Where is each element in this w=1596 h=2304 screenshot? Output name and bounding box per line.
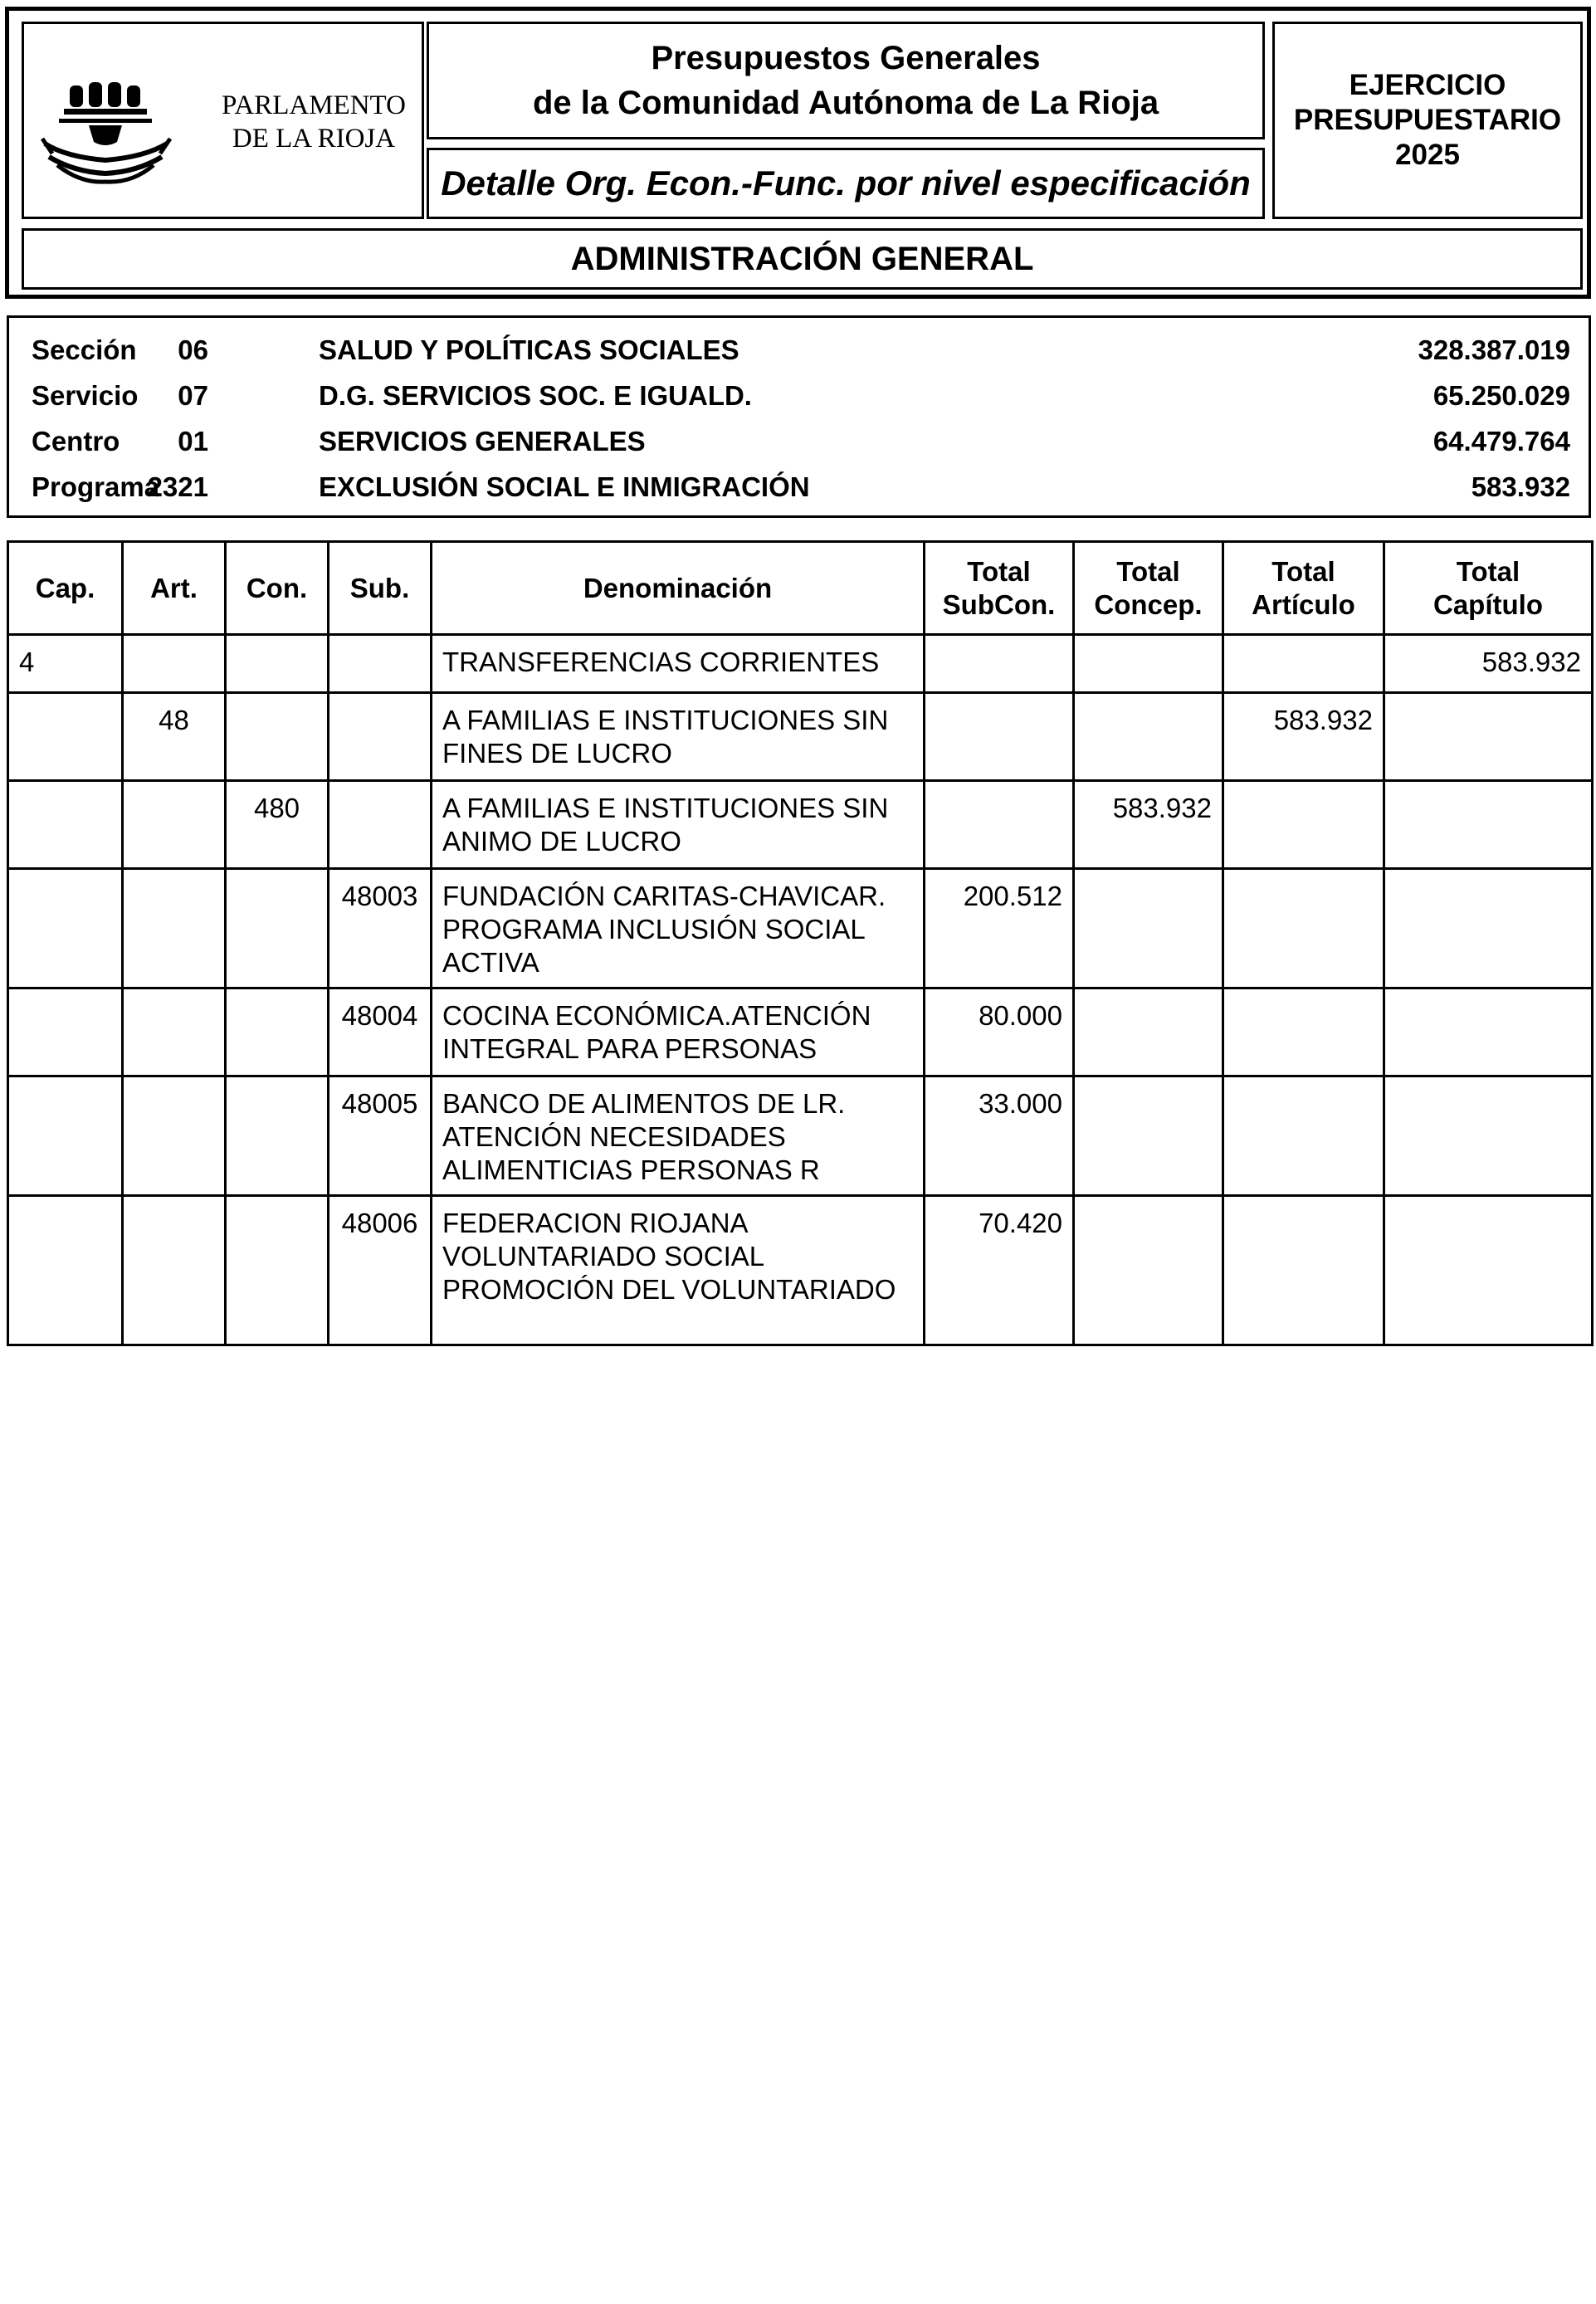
header-line: Total [967, 555, 1031, 587]
cell-total-capitulo [1384, 869, 1593, 988]
cell-total-articulo [1223, 635, 1384, 693]
cell-con: 480 [226, 781, 329, 869]
logo-box [22, 22, 424, 219]
header-line: SubCon. [942, 588, 1056, 620]
info-code: 2321 [147, 471, 208, 502]
info-amount: 583.932 [1471, 471, 1570, 502]
header-line: Total [1116, 555, 1180, 587]
header-line: Total [1271, 555, 1335, 587]
cell-total-articulo [1223, 988, 1384, 1076]
cell-total-subcon [925, 693, 1074, 781]
document-subtitle [427, 148, 1265, 219]
info-row-seccion [9, 326, 1589, 371]
cell-cap [8, 781, 123, 869]
cell-total-subcon: 80.000 [925, 988, 1074, 1076]
info-name: EXCLUSIÓN SOCIAL E INMIGRACIÓN [319, 471, 810, 502]
cell-total-concep [1074, 635, 1223, 693]
info-label: Servicio [32, 380, 139, 411]
cell-total-articulo [1223, 869, 1384, 988]
cell-total-concep [1074, 869, 1223, 988]
cell-sub: 48003 [329, 869, 432, 988]
table-row [8, 1196, 1593, 1345]
info-row-servicio [9, 372, 1589, 417]
budget-table [7, 540, 1594, 1346]
fiscal-year-box [1272, 22, 1583, 219]
cell-total-subcon [925, 781, 1074, 869]
cell-cap [8, 988, 123, 1076]
cell-sub: 48005 [329, 1076, 432, 1196]
table-row [8, 635, 1593, 693]
cell-total-concep: 583.932 [1074, 781, 1223, 869]
cell-total-subcon: 70.420 [925, 1196, 1074, 1345]
cell-total-concep [1074, 988, 1223, 1076]
header-line: Capítulo [1433, 588, 1543, 620]
table-header-row [8, 542, 1593, 635]
cell-total-articulo [1223, 1196, 1384, 1345]
administration-title: ADMINISTRACIÓN GENERAL [570, 240, 1034, 277]
col-header-sub: Sub. [329, 542, 432, 635]
cell-art: 48 [123, 693, 226, 781]
cell-art [123, 635, 226, 693]
cell-cap [8, 693, 123, 781]
cell-con [226, 1076, 329, 1196]
cell-art [123, 1196, 226, 1345]
cell-total-capitulo [1384, 988, 1593, 1076]
logo-line-1: PARLAMENTO [222, 90, 406, 120]
col-header-con: Con. [226, 542, 329, 635]
cell-denominacion: FUNDACIÓN CARITAS-CHAVICAR. PROGRAMA INCLUSIÓN SOCIAL ACTIVA [432, 869, 925, 988]
cell-sub [329, 781, 432, 869]
cell-denominacion: A FAMILIAS E INSTITUCIONES SIN ANIMO DE LUCRO [432, 781, 925, 869]
cell-cap [8, 1196, 123, 1345]
title-line-1: Presupuestos Generales [651, 40, 1041, 76]
subtitle-text: Detalle Org. Econ.-Func. por nivel especificación [441, 164, 1251, 203]
parliament-emblem-icon [41, 67, 207, 192]
col-header-art: Art. [123, 542, 226, 635]
cell-total-articulo [1223, 781, 1384, 869]
cell-total-capitulo [1384, 693, 1593, 781]
cell-sub [329, 693, 432, 781]
col-header-denominacion: Denominación [432, 542, 925, 635]
cell-denominacion: TRANSFERENCIAS CORRIENTES [432, 635, 925, 693]
col-header-total-concep [1074, 542, 1223, 635]
table-row [8, 1076, 1593, 1196]
year-line-1: EJERCICIO [1349, 69, 1506, 101]
cell-art [123, 781, 226, 869]
logo-line-2: DE LA RIOJA [232, 124, 396, 154]
table-row [8, 781, 1593, 869]
header-line: Artículo [1252, 588, 1355, 620]
year-line-2: PRESUPUESTARIO [1293, 104, 1562, 136]
cell-denominacion: COCINA ECONÓMICA.ATENCIÓN INTEGRAL PARA PERSONAS [432, 988, 925, 1076]
table-row [8, 988, 1593, 1076]
cell-total-concep [1074, 1076, 1223, 1196]
document-header [5, 7, 1591, 299]
info-code: 06 [178, 334, 208, 365]
cell-art [123, 1076, 226, 1196]
cell-sub [329, 635, 432, 693]
header-line: Concep. [1094, 588, 1203, 620]
cell-total-articulo: 583.932 [1223, 693, 1384, 781]
info-amount: 328.387.019 [1418, 334, 1570, 365]
cell-total-subcon [925, 635, 1074, 693]
info-code: 01 [178, 426, 208, 456]
cell-total-subcon: 33.000 [925, 1076, 1074, 1196]
cell-denominacion: FEDERACION RIOJANA VOLUNTARIADO SOCIAL PROMOCIÓN DEL VOLUNTARIADO [432, 1196, 925, 1345]
info-label: Sección [32, 334, 137, 365]
info-row-programa [9, 463, 1589, 508]
cell-con [226, 988, 329, 1076]
cell-cap [8, 869, 123, 988]
cell-con [226, 693, 329, 781]
cell-cap [8, 1076, 123, 1196]
cell-denominacion: BANCO DE ALIMENTOS DE LR. ATENCIÓN NECESIDADES ALIMENTICIAS PERSONAS R [432, 1076, 925, 1196]
col-header-cap: Cap. [8, 542, 123, 635]
cell-sub: 48004 [329, 988, 432, 1076]
cell-denominacion: A FAMILIAS E INSTITUCIONES SIN FINES DE LUCRO [432, 693, 925, 781]
cell-total-capitulo [1384, 781, 1593, 869]
info-name: D.G. SERVICIOS SOC. E IGUALD. [319, 380, 752, 411]
cell-total-concep [1074, 1196, 1223, 1345]
logo-text [210, 89, 417, 155]
info-row-centro [9, 417, 1589, 462]
title-line-2: de la Comunidad Autónoma de La Rioja [532, 85, 1159, 121]
col-header-total-subcon [925, 542, 1074, 635]
col-header-total-capitulo [1384, 542, 1593, 635]
info-label: Programa [32, 471, 160, 502]
cell-con [226, 1196, 329, 1345]
header-line: Total [1456, 555, 1520, 587]
table-row [8, 869, 1593, 988]
section-info [7, 315, 1591, 518]
info-label: Centro [32, 426, 120, 456]
cell-art [123, 988, 226, 1076]
document-title [427, 22, 1265, 139]
cell-con [226, 869, 329, 988]
cell-total-subcon: 200.512 [925, 869, 1074, 988]
fiscal-year: 2025 [1395, 139, 1460, 171]
cell-total-capitulo: 583.932 [1384, 635, 1593, 693]
col-header-total-articulo [1223, 542, 1384, 635]
info-name: SERVICIOS GENERALES [319, 426, 646, 456]
cell-total-capitulo [1384, 1076, 1593, 1196]
cell-total-articulo [1223, 1076, 1384, 1196]
cell-total-concep [1074, 693, 1223, 781]
cell-con [226, 635, 329, 693]
table-row [8, 693, 1593, 781]
cell-art [123, 869, 226, 988]
cell-cap: 4 [8, 635, 123, 693]
info-name: SALUD Y POLÍTICAS SOCIALES [319, 334, 739, 365]
info-code: 07 [178, 380, 208, 411]
cell-sub: 48006 [329, 1196, 432, 1345]
administration-box [22, 228, 1583, 290]
info-amount: 65.250.029 [1432, 380, 1570, 411]
info-amount: 64.479.764 [1432, 426, 1570, 456]
cell-total-capitulo [1384, 1196, 1593, 1345]
